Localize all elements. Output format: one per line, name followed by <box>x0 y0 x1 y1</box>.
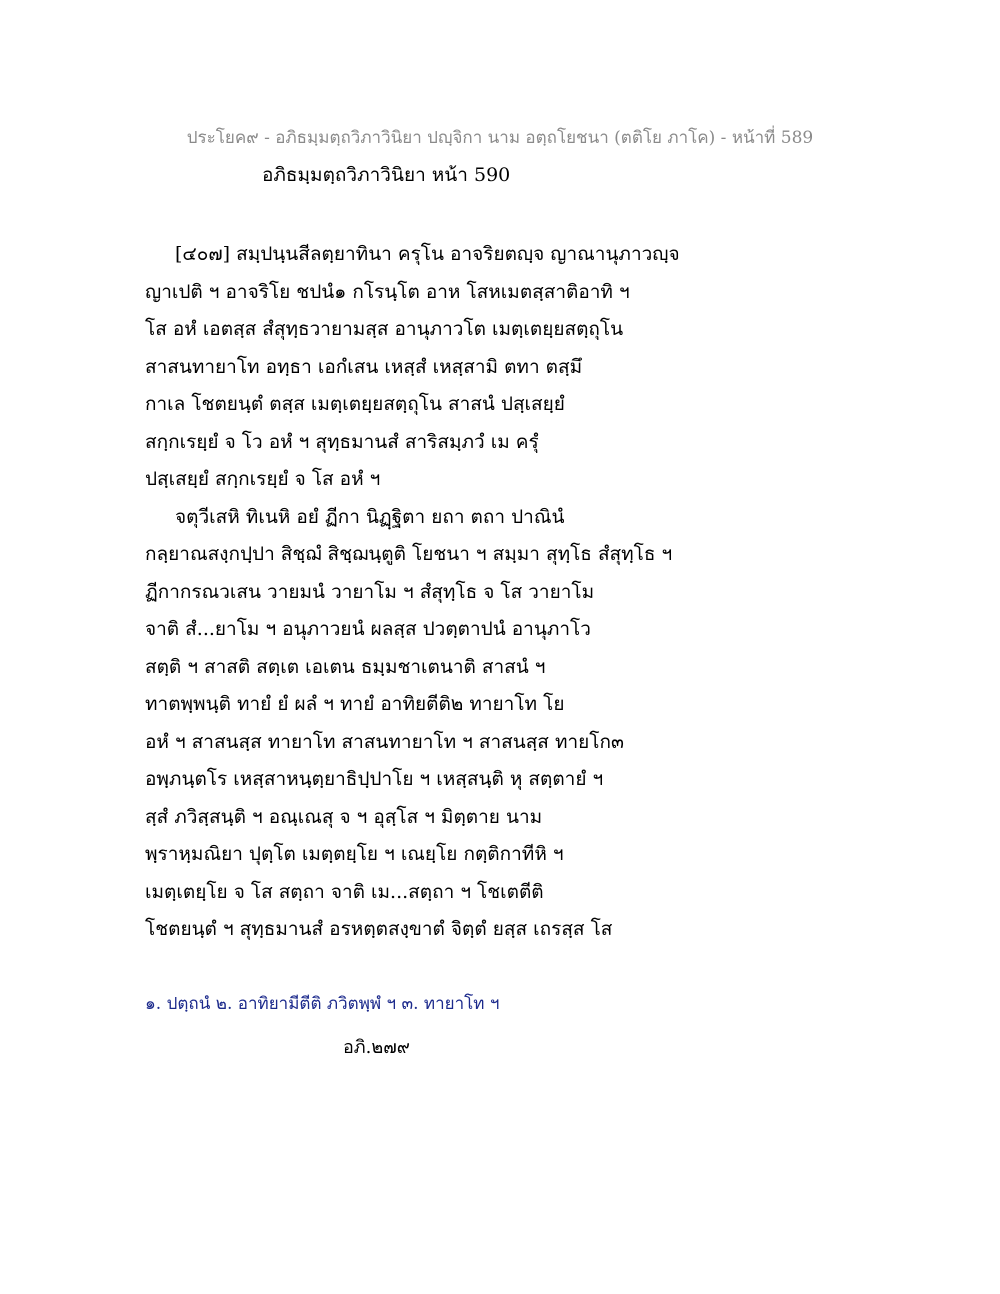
text-line: สฺสํ ภวิสฺสนฺติ ฯ อณฺเณสุ จ ฯ อุสฺโส ฯ มิตฺตาย นาม <box>145 805 543 828</box>
text-line: ญาเปติ ฯ อาจริโย ชปนํ๑ กโรนฺโต อาห โสหเมตสฺสาติอาทิ ฯ <box>145 280 630 303</box>
body-text <box>145 236 745 949</box>
text-line: จตุวีเสหิ ทิเนหิ อยํ ฏีกา นิฏฺฐิตา ยถา ตถา ปาณินํ <box>175 505 565 528</box>
footnotes: ๑. ปตฺถนํ ๒. อาทิยามีตีติ ภวิตพฺพํ ฯ ๓. ทายาโท ฯ <box>145 994 500 1014</box>
text-line: อหํ ฯ สาสนสฺส ทายาโท สาสนทายาโท ฯ สาสนสฺส ทายโก๓ <box>145 730 624 753</box>
page-reference: อภิ.๒๗๙ <box>343 1037 410 1058</box>
text-line: พฺราหฺมณิยา ปุตฺโต เมตฺตยฺโย ฯ เณยฺโย กตฺติกาทีหิ ฯ <box>145 843 564 865</box>
text-line: โส อหํ เอตสฺส สํสุทฺธวายามสฺส อานุภาวโต เมตฺเตยฺยสตฺถุโน <box>145 318 624 340</box>
text-line: [๔๐๗] สมฺปนฺนสีลตฺยาทินา ครุโน อาจริยตญฺจ ญาณานุภาวญฺจ <box>175 243 680 265</box>
text-line: กาเล โชตยนฺตํ ตสฺส เมตฺเตยฺยสตฺถุโน สาสนํ ปสฺเสยฺยํ <box>145 393 565 415</box>
text-line: สกฺกเรยฺยํ จ โว อหํ ฯ สุทฺธมานสํ สาริสมฺภวํ เม ครุํ <box>145 430 539 453</box>
text-line: สาสนทายาโท อทฺธา เอกํเสน เหสฺสํ เหสฺสามิ ตทา ตสฺมึ <box>145 355 583 378</box>
text-line: กลฺยาณสงฺกปฺปา สิชฺฌํ สิชฺฌนฺตูติ โยชนา ฯ สมฺมา สุทฺโธ สํสุทฺโธ ฯ <box>145 543 673 565</box>
text-line: อพฺภนฺตโร เหสฺสาหนฺตฺยาธิปฺปาโย ฯ เหสฺสนฺติ หุ สตฺตายํ ฯ <box>145 768 604 790</box>
text-line: ปสฺเสยฺยํ สกฺกเรยฺยํ จ โส อหํ ฯ <box>145 468 381 490</box>
text-line: จาติ สํ...ยาโม ฯ อนุภาวยนํ ผลสฺส ปวตฺตาปนํ อานุภาโว <box>145 618 591 640</box>
text-line: เมตฺเตยฺโย จ โส สตฺถา จาติ เม...สตฺถา ฯ โชเตตีติ <box>145 880 544 903</box>
running-header: ประโยค๙ - อภิธมฺมตฺถวิภาวินิยา ปญฺจิกา นาม อตฺถโยชนา (ตติโย ภาโค) - หน้าที่ 589 <box>186 128 814 148</box>
page-title: อภิธมฺมตฺถวิภาวินิยา หน้า 590 <box>262 164 511 186</box>
text-line: ฏีกากรณวเสน วายมนํ วายาโม ฯ สํสุทฺโธ จ โส วายาโม <box>145 580 595 603</box>
text-line: สตฺติ ฯ สาสติ สตฺเต เอเตน ธมฺมชาเตนาติ สาสนํ ฯ <box>145 655 546 678</box>
text-line: โชตยนฺตํ ฯ สุทฺธมานสํ อรหตฺตสงฺขาตํ จิตฺตํ ยสฺส เถรสฺส โส <box>145 918 613 940</box>
text-line: ทาตพฺพนฺติ ทายํ ยํ ผลํ ฯ ทายํ อาทิยตีติ๒ ทายาโท โย <box>145 693 565 715</box>
